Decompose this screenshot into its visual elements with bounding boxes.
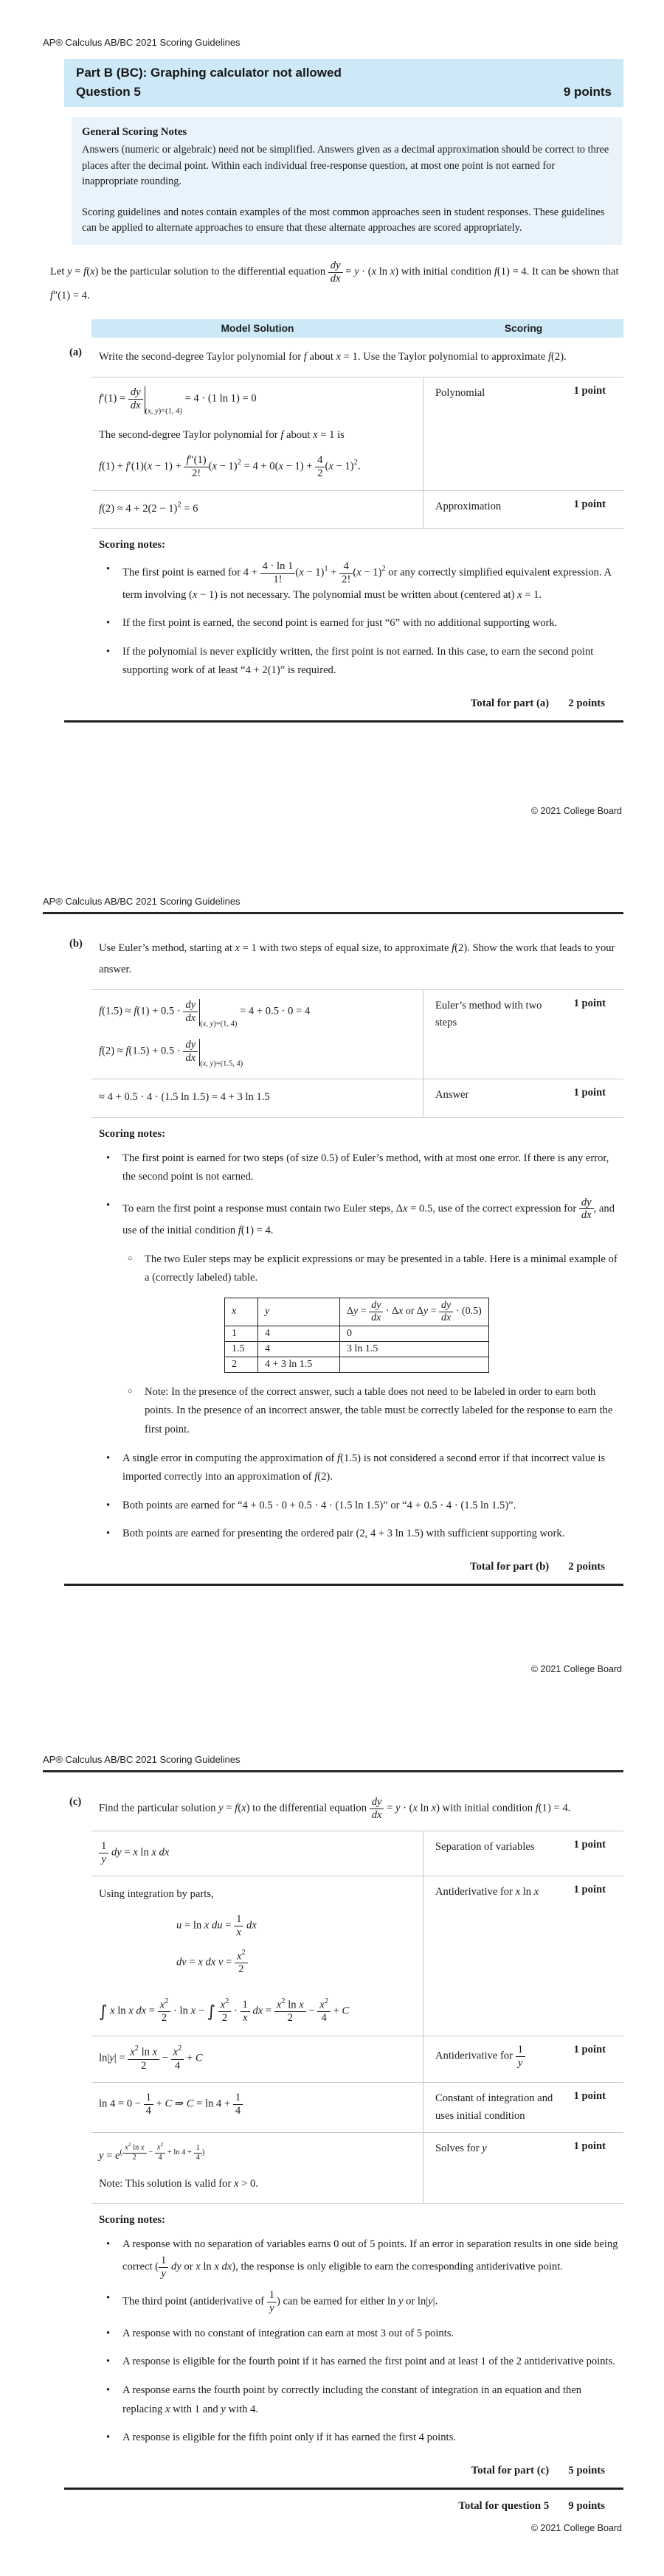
scoring-cell — [423, 377, 623, 490]
note-bullet: • To earn the first point a response must contain two Euler steps, Δx = 0.5, use of the correct expression for $\frac{dy}{dx}$ , and use of the initial condition f(1) = 4. — [99, 1197, 623, 1241]
copyright: © 2021 College Board — [530, 2522, 622, 2533]
table-row — [225, 1341, 489, 1357]
model-solution-cell — [91, 2133, 423, 2203]
part-a-table — [69, 319, 623, 719]
math-line: ln|y| = $\frac{x^2 \ln x}{2}$ − $\frac{x^2}{4}$ + C — [99, 2044, 203, 2072]
scoring-label: Antiderivative for x ln x — [435, 1886, 539, 1898]
section-divider — [64, 720, 623, 723]
scoring-notes-section — [91, 2204, 623, 2458]
note-bullet: • If the polynomial is never explicitly written, the first point is not earned. In this case, to earn the second point supporting work of at least “4 + 2(1)” is required. — [99, 643, 623, 680]
scoring-notes-title: Scoring notes: — [99, 538, 166, 551]
page-3 — [0, 1717, 664, 2576]
note-bullet: • Both points are earned for “4 + 0.5 · 0 + 0.5 · 4 · (1.5 ln 1.5)” or “4 + 0.5 · 4 · (1.5 ln 1.5)”. — [99, 1497, 623, 1516]
note-bullet: • A response with no constant of integration can earn at most 3 out of 5 points. — [99, 2325, 623, 2344]
math-line: Note: This solution is valid for x > 0. — [99, 2178, 258, 2190]
solution-row — [91, 990, 623, 1079]
note-sub-bullet: ○ The two Euler steps may be explicit expressions or may be presented in a table. Here is a minimal example of a (correctly labeled) table. — [99, 1250, 623, 1288]
note-bullet: • If the first point is earned, the second point is earned for just “6” with no additional supporting work. — [99, 614, 623, 633]
note-bullet: • Both points are earned for presenting the ordered pair (2, 4 + 3 ln 1.5) with sufficient supporting work. — [99, 1525, 623, 1544]
points-label: 1 point — [573, 2044, 606, 2056]
scoring-label: Approximation — [435, 500, 502, 512]
math-line: f(1) + f′(1)(x − 1) + $\frac{f''(1)}{2!}$ $(x - 1)^2 = 4 + 0(x - 1)$ + $\frac{4}{2}$ $(x - 1)^2$. — [99, 454, 361, 480]
table-cell: 4 + 3 ln 1.5 — [258, 1357, 340, 1372]
note-bullet: • The first point is earned for 4 + $\frac{4 \cdot \ln 1}{1!}$ $(x - 1)^1$ + $\frac{4}{2!}$ $(x - 1)^2$ or any correctly simplified equivalent expression. A term involving (x − 1) is not necessary. The polynomial must be written about (centered at) x = 1. — [99, 560, 623, 605]
solution-row — [91, 2036, 623, 2083]
points-label: 1 point — [573, 1838, 606, 1851]
general-scoring-notes — [72, 117, 622, 245]
doc-header: AP® Calculus AB/BC 2021 Scoring Guidelines — [43, 1754, 241, 1766]
scoring-cell — [423, 2133, 623, 2203]
scoring-notes-title: Scoring notes: — [99, 1127, 166, 1140]
model-solution-cell — [91, 1876, 423, 2036]
solution-row — [91, 1079, 623, 1117]
part-prompt: Write the second-degree Taylor polynomial for f about x = 1. Use the Taylor polynomial to approximate f(2). — [99, 350, 567, 363]
math-line: $\frac{1}{y}$ dy = x ln x dx — [99, 1840, 418, 1866]
part-b-table — [69, 926, 623, 1582]
math-line: ≈ 4 + 0.5 · 4 · (1.5 ln 1.5) = 4 + 3 ln 1.5 — [99, 1091, 270, 1104]
euler-steps-table — [224, 1298, 489, 1373]
total-points: 9 points — [568, 2499, 605, 2512]
math-line: Using integration by parts, — [99, 1888, 214, 1901]
model-solution-cell — [91, 2036, 423, 2082]
question-total-row — [91, 2496, 623, 2521]
scoring-notes-title: Scoring notes: — [99, 2214, 166, 2227]
part-label: (c) — [69, 1796, 82, 1809]
total-points: 5 points — [568, 2464, 605, 2476]
total-points: 2 points — [568, 697, 605, 709]
model-solution-cell — [91, 491, 423, 528]
table-row — [225, 1298, 489, 1326]
scoring-cell — [423, 1876, 623, 2036]
scoring-cell — [423, 1079, 623, 1116]
scoring-notes-section — [91, 1118, 623, 1555]
note-bullet: • A response is eligible for the fourth point if it has earned the first point and at least 1 of the 2 antiderivative points. — [99, 2353, 623, 2372]
note-bullet: • A response with no separation of variables earns 0 out of 5 points. If an error in separation results in one side being correct ( $\frac{1}{y}$ dy or x ln x dx), the response is only eligible to earn the corresponding antiderivative point. — [99, 2235, 623, 2280]
solution-row — [91, 491, 623, 529]
note-bullet: • A response earns the fourth point by correctly including the constant of integration in an equation and then replacing x with 1 and y with 4. — [99, 2381, 623, 2419]
solution-row — [91, 2083, 623, 2133]
points-label: 1 point — [573, 2090, 606, 2103]
part-prompt: Find the particular solution y = f(x) to the differential equation $\frac{dy}{dx}$ = y · (x ln x) with initial condition f(1) = 4. — [99, 1796, 571, 1821]
header-rule — [43, 1770, 623, 1772]
points-label: 1 point — [573, 385, 606, 397]
points-label: 1 point — [573, 2140, 606, 2153]
part-b-total-row — [91, 1555, 623, 1582]
part-prompt: Use Euler’s method, starting at x = 1 with two steps of equal size, to approximate f(2). Show the work that leads to your answer. — [99, 941, 615, 975]
part-a-total-row — [91, 692, 623, 719]
model-solution-cell — [91, 990, 423, 1079]
table-cell — [340, 1357, 489, 1372]
solution-row — [91, 377, 623, 491]
page-2 — [0, 859, 664, 1718]
copyright: © 2021 College Board — [530, 805, 622, 816]
problem-statement: Let y = f(x) be the particular solution to the differential equation $\frac{dy}{dx}$ = y · (x ln x) with initial condition f(1) = 4. It can be shown that f″(1) = 4. — [50, 260, 619, 302]
scoring-label: Solves for y — [435, 2142, 487, 2155]
table-cell: 2 — [225, 1357, 258, 1372]
math-line: f′(1) = $\frac{dy}{dx}$ $_{(x, y)=(1, 4)}$ = 4 · (1 ln 1) = 0 — [99, 386, 257, 416]
scoring-label: Antiderivative for $\frac{1}{y}$ — [435, 2044, 525, 2075]
table-cell: 1 — [225, 1326, 258, 1341]
header-rule — [43, 912, 623, 914]
part-c-total-row — [91, 2459, 623, 2486]
banner-points: 9 points — [563, 85, 612, 99]
table-header — [91, 319, 623, 338]
points-label: 1 point — [573, 1087, 606, 1099]
total-label: Total for question 5 — [458, 2499, 550, 2512]
total-points: 2 points — [568, 1560, 605, 1573]
math-line: $f(2) \approx 4 + 2(2 - 1)^2 = 6$ — [99, 501, 198, 515]
scoring-label: Constant of integration and uses initial condition — [435, 2092, 553, 2122]
table-header-cell: x — [225, 1298, 258, 1326]
part-c-table — [69, 1784, 623, 2485]
copyright: © 2021 College Board — [530, 1664, 622, 1675]
math-line: $y = e^{( \frac{x^2 \ln x}{2} - \frac{x^2}{4} + ln 4 + \frac{1}{4} )}$ — [99, 2141, 205, 2162]
solution-row — [91, 2133, 623, 2204]
math-line: ∫ x ln x dx = $\frac{x^2}{2}$ · ln x − ∫ $\frac{x^2}{2}$ · $\frac{1}{x}$ dx = $\frac{x^2 \ln x}{2}$ − $\frac{x^2}{4}$ + C — [99, 1997, 350, 2024]
model-solution-cell — [91, 1079, 423, 1116]
banner-title: Part B (BC): Graphing calculator not allowed — [76, 66, 342, 80]
model-solution-header: Model Solution — [221, 322, 294, 334]
part-label: (a) — [69, 346, 83, 358]
scoring-cell — [423, 2083, 623, 2132]
solution-row — [91, 1831, 623, 1877]
table-cell: 4 — [258, 1341, 340, 1357]
general-notes-paragraph: Scoring guidelines and notes contain examples of the most common approaches seen in student responses. These guidelines can be applied to alternate approaches to ensure that these alternate approaches are scored appropriately. — [82, 206, 605, 234]
note-bullet: • The third point (antiderivative of $\frac{1}{y}$ ) can be earned for either ln y or ln|y|. — [99, 2289, 623, 2315]
scoring-label: Euler’s method with two steps — [435, 999, 542, 1029]
question-banner — [64, 59, 623, 107]
doc-header: AP® Calculus AB/BC 2021 Scoring Guidelines — [43, 895, 241, 907]
total-label: Total for part (b) — [469, 1560, 550, 1573]
part-c-prompt-row — [69, 1784, 623, 1831]
table-cell: 3 ln 1.5 — [340, 1341, 489, 1357]
part-a-prompt-row — [69, 338, 623, 377]
math-line: f(2) ≈ f(1.5) + 0.5 · $\frac{dy}{dx}$ $_{(x, y)=(1.5, 4)}$ — [99, 1039, 243, 1068]
scoring-label: Answer — [435, 1089, 469, 1101]
scoring-notes-section — [91, 529, 623, 692]
note-bullet: • The first point is earned for two steps (of size 0.5) of Euler’s method, with at most one error. If there is any error, the second point is not earned. — [99, 1149, 623, 1187]
model-solution-cell — [91, 2083, 423, 2132]
general-notes-paragraph: Answers (numeric or algebraic) need not be simplified. Answers given as a decimal approximation should be correct to three places after the decimal point. Within each individual free-response question, at most one point is not earned for inappropriate rounding. — [82, 144, 609, 188]
scoring-label: Separation of variables — [435, 1840, 535, 1853]
points-label: 1 point — [573, 498, 606, 510]
math-line: ln 4 = 0 − $\frac{1}{4}$ + C ⇒ C = ln 4 + $\frac{1}{4}$ — [99, 2092, 418, 2117]
math-line: f(1.5) ≈ f(1) + 0.5 · $\frac{dy}{dx}$ $_{(x, y)=(1, 4)}$ = 4 + 0.5 · 0 = 4 — [99, 999, 311, 1028]
math-line: The second-degree Taylor polynomial for f about x = 1 is — [99, 429, 345, 442]
scoring-cell — [423, 990, 623, 1079]
general-notes-title: General Scoring Notes — [82, 126, 187, 138]
points-label: 1 point — [573, 997, 606, 1009]
scoring-cell — [423, 1831, 623, 1876]
table-cell: 0 — [340, 1326, 489, 1341]
scoring-label: Polynomial — [435, 387, 485, 400]
table-header-cell: Δy = $\frac{dy}{dx}$ · Δx or Δy = $\frac{dy}{dx}$ · (0.5) — [340, 1298, 489, 1326]
part-b-prompt-row — [69, 926, 623, 990]
page-1 — [0, 0, 664, 859]
table-row — [225, 1326, 489, 1341]
banner-question: Question 5 — [76, 85, 141, 99]
model-solution-cell — [91, 377, 423, 490]
scoring-cell — [423, 491, 623, 528]
points-label: 1 point — [573, 1884, 606, 1896]
note-sub-bullet: ○ Note: In the presence of the correct answer, such a table does not need to be labeled in order to earn both points. In the presence of an incorrect answer, the table must be correctly labeled for the response to earn the first point. — [99, 1383, 623, 1440]
table-row — [225, 1357, 489, 1372]
total-label: Total for part (c) — [471, 2464, 550, 2476]
section-divider — [64, 2488, 623, 2490]
note-bullet: • A single error in computing the approximation of f(1.5) is not considered a second error if that incorrect value is imported correctly into an approximation of f(2). — [99, 1449, 623, 1487]
section-divider — [64, 1584, 623, 1586]
total-label: Total for part (a) — [470, 697, 550, 709]
scoring-header: Scoring — [504, 322, 543, 334]
solution-row — [91, 1876, 623, 2036]
math-line: u = ln x du = $\frac{1}{x}$ dx — [176, 1913, 257, 1939]
table-cell: 1.5 — [225, 1341, 258, 1357]
math-line: dv = x dx v = $\frac{x^2}{2}$ — [176, 1949, 418, 1976]
scoring-cell — [423, 2036, 623, 2082]
model-solution-cell — [91, 1831, 423, 1876]
doc-header: AP® Calculus AB/BC 2021 Scoring Guidelines — [43, 37, 241, 48]
part-label: (b) — [69, 937, 83, 950]
note-bullet: • A response is eligible for the fifth point only if it has earned the first 4 points. — [99, 2429, 623, 2448]
table-header-cell: y — [258, 1298, 340, 1326]
table-cell: 4 — [258, 1326, 340, 1341]
